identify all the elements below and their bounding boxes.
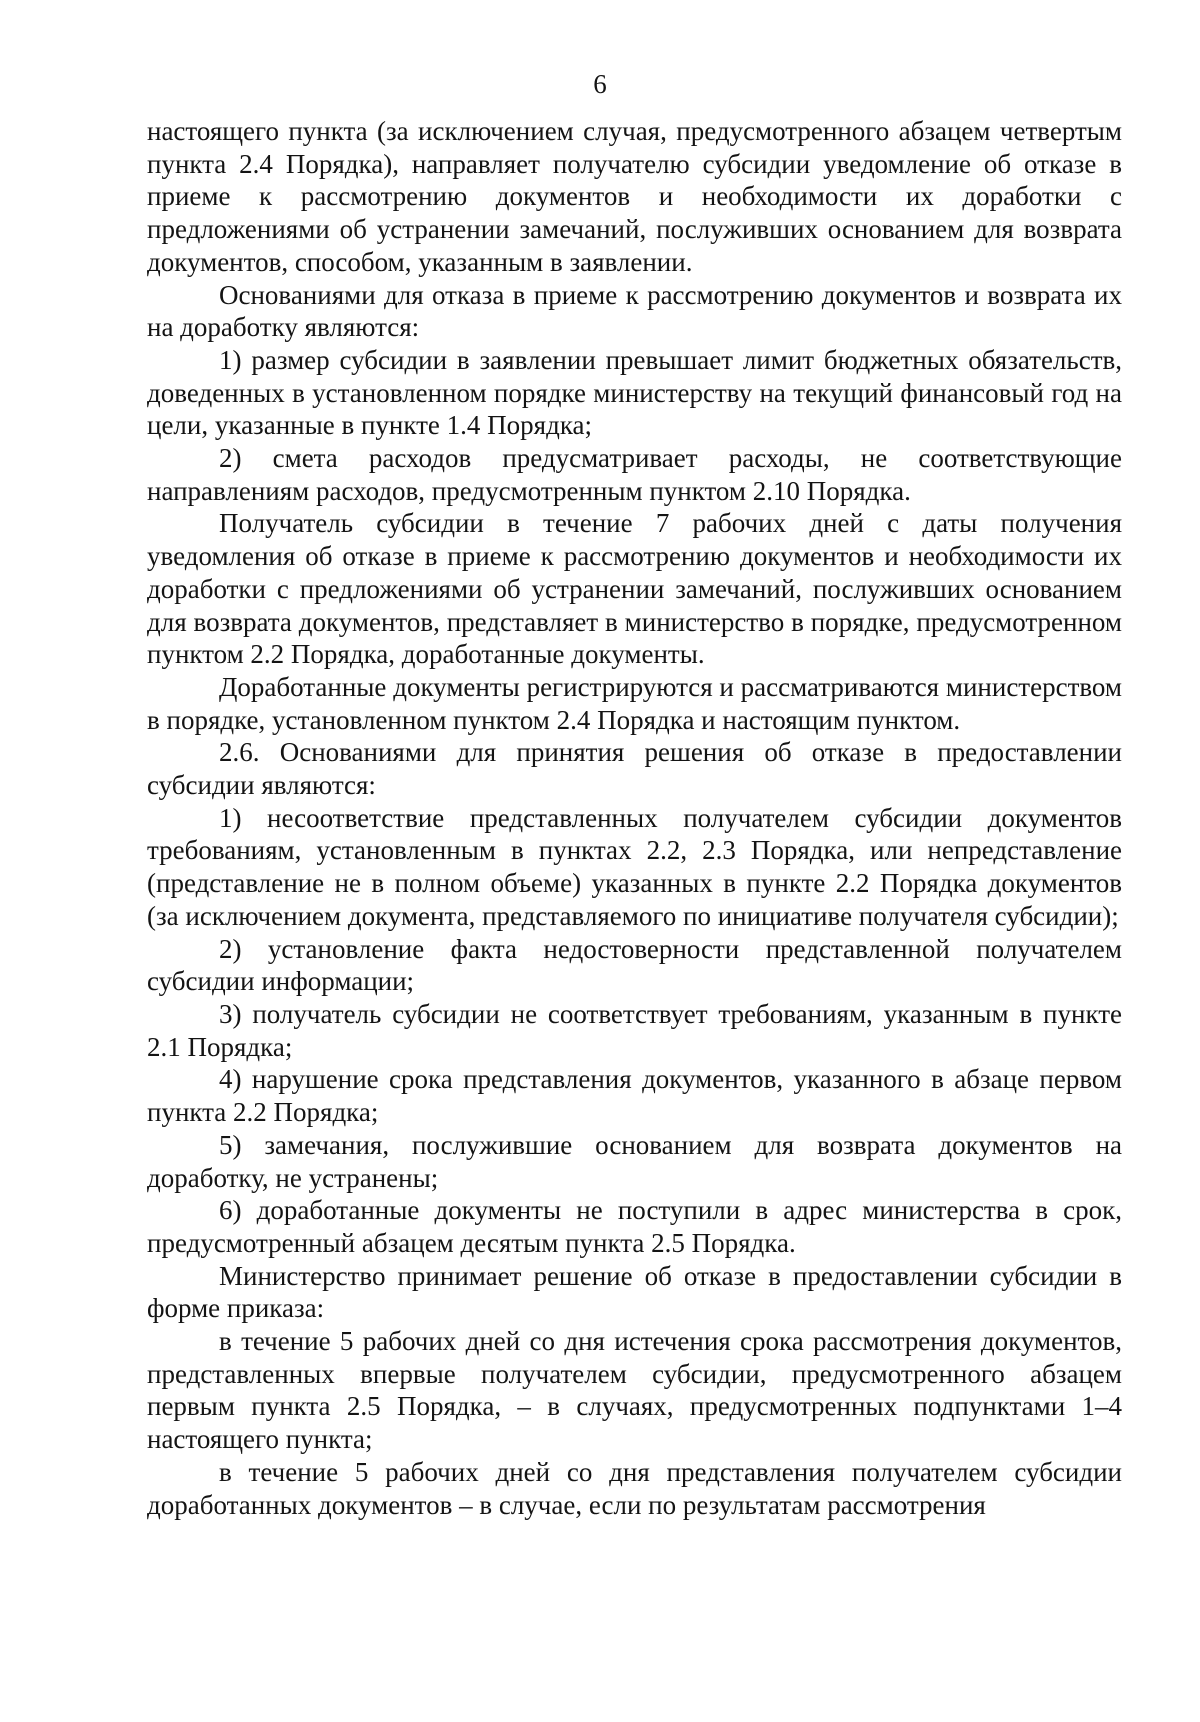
paragraph: настоящего пункта (за исключением случая, предусмотренного абзацем четвертым пункта 2.4 Порядка), направляет получателю субсидии уведомление об отказе в приеме к рассмотрению документов и необходимости их доработки с предложениями об устранении замечаний, послуживших основанием для возврата документов, способом, указанным в заявлении. [147, 116, 1122, 277]
paragraph: 6) доработанные документы не поступили в адрес министерства в срок, предусмотренный абзацем десятым пункта 2.5 Порядка. [147, 1195, 1122, 1258]
paragraph: Получатель субсидии в течение 7 рабочих дней с даты получения уведомления об отказе в приеме к рассмотрению документов и необходимости их доработки с предложениями об устранении замечаний, послуживших основанием для возврата документов, представляет в министерство в порядке, предусмотренном пунктом 2.2 Порядка, доработанные документы. [147, 508, 1122, 670]
document-body [147, 115, 1122, 1521]
paragraph: 3) получатель субсидии не соответствует требованиям, указанным в пункте 2.1 Порядка; [147, 998, 1122, 1062]
paragraph: 1) размер субсидии в заявлении превышает лимит бюджетных обязательств, доведенных в установленном порядке министерству на текущий финансовый год на цели, указанные в пункте 1.4 Порядка; [147, 344, 1122, 441]
paragraph: в течение 5 рабочих дней со дня истечения срока рассмотрения документов, представленных впервые получателем субсидии, предусмотренного абзацем первым пункта 2.5 Порядка, – в случаях, предусмотренных подпунктами 1–4 настоящего пункта; [147, 1326, 1122, 1455]
paragraph: 2.6. Основаниями для принятия решения об отказе в предоставлении субсидии являются: [147, 737, 1122, 801]
paragraph: Основаниями для отказа в приеме к рассмотрению документов и возврата их на доработку являются: [147, 279, 1122, 343]
paragraph: 2) смета расходов предусматривает расходы, не соответствующие направлениям расходов, предусмотренным пунктом 2.10 Порядка. [147, 443, 1122, 506]
page-number: 6 [593, 69, 607, 99]
paragraph: в течение 5 рабочих дней со дня представления получателем субсидии доработанных документов – в случае, если по результатам рассмотрения [147, 1456, 1122, 1520]
paragraph: 4) нарушение срока представления документов, указанного в абзаце первом пункта 2.2 Порядка; [147, 1064, 1122, 1128]
paragraph: 2) установление факта недостоверности представленной получателем субсидии информации; [147, 933, 1122, 997]
paragraph: Министерство принимает решение об отказе в предоставлении субсидии в форме приказа: [147, 1260, 1122, 1324]
paragraph: 1) несоответствие представленных получателем субсидии документов требованиям, установленным в пунктах 2.2, 2.3 Порядка, или непредставление (представление не в полном объеме) указанных в пункте 2.2 Порядка документов (за исключением документа, представляемого по инициативе получателя субсидии); [147, 802, 1122, 931]
paragraph: Доработанные документы регистрируются и рассматриваются министерством в порядке, установленном пунктом 2.4 Порядка и настоящим пунктом. [147, 671, 1122, 735]
paragraph: 5) замечания, послужившие основанием для возврата документов на доработку, не устранены; [147, 1129, 1122, 1193]
